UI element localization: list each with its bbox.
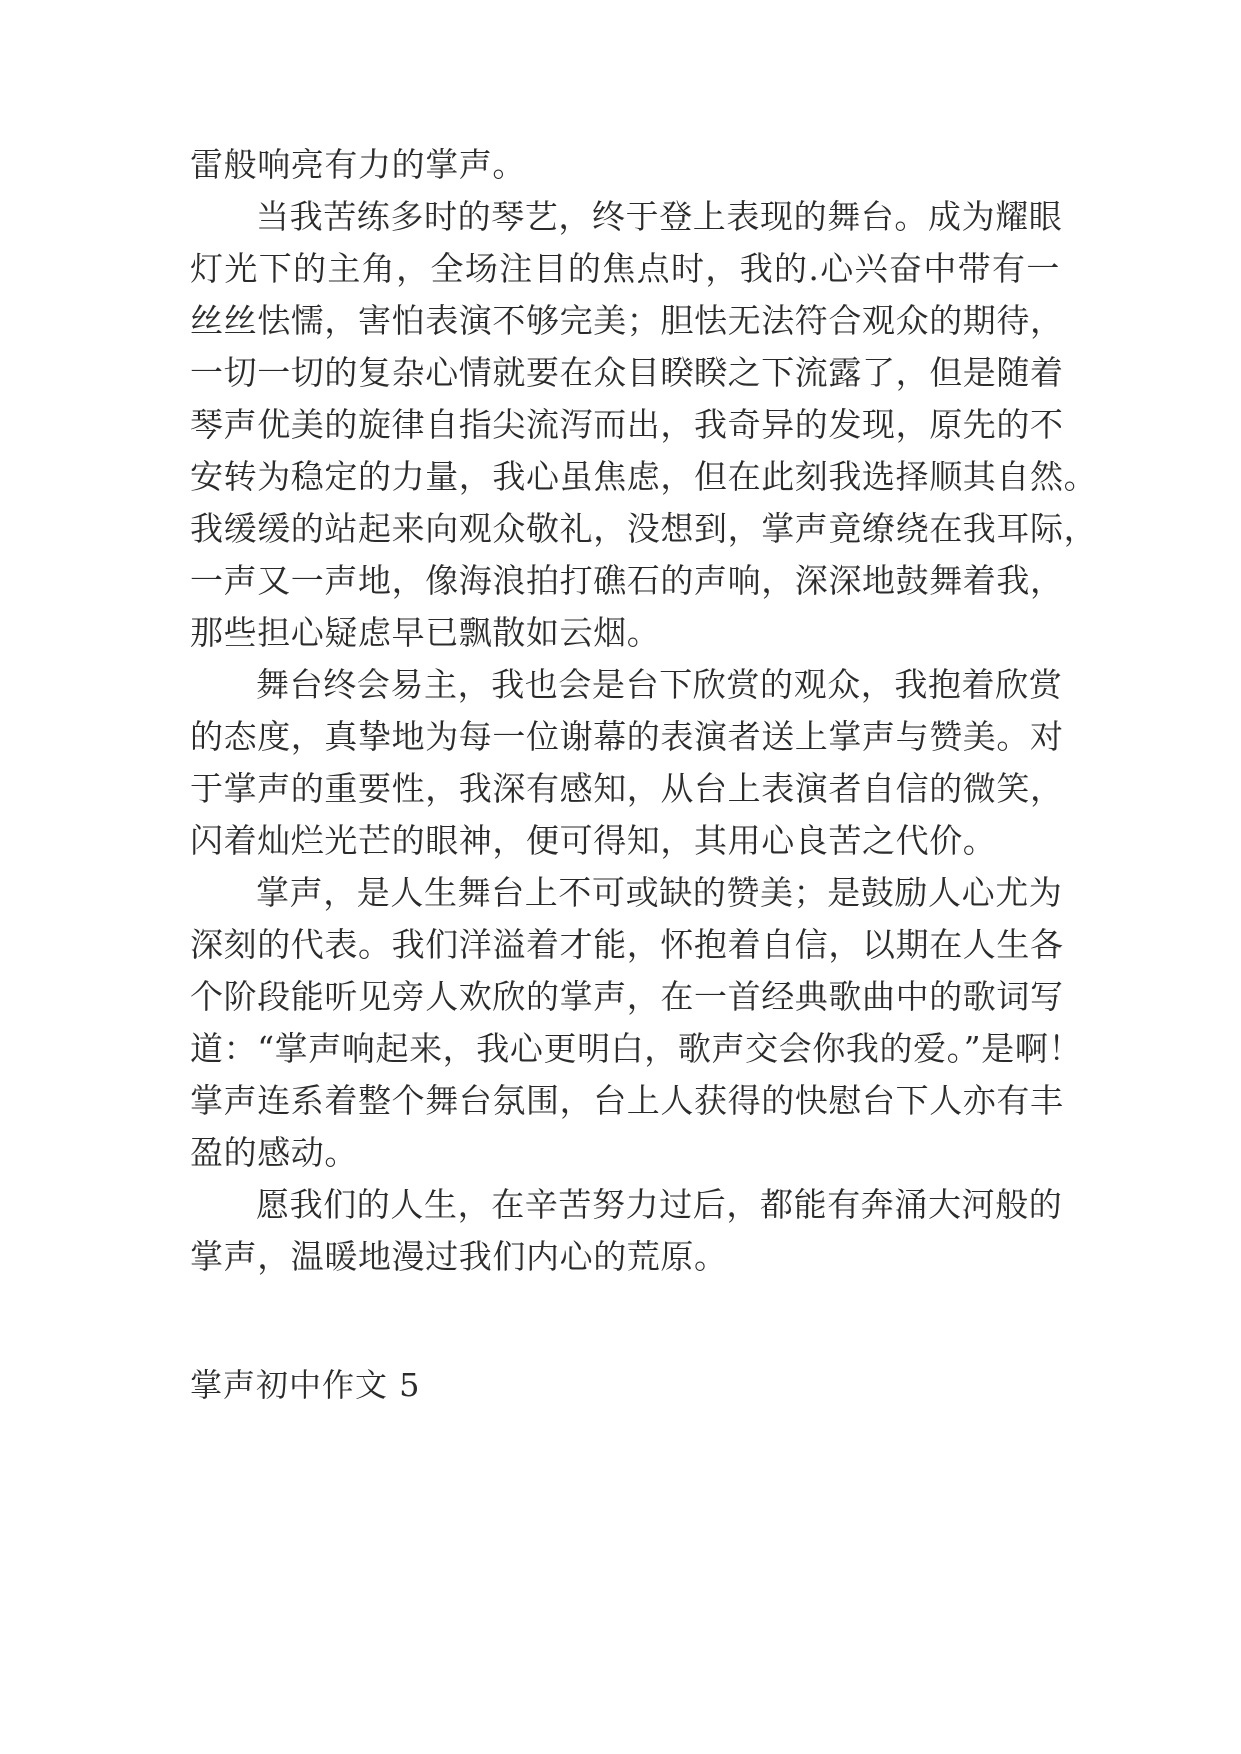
paragraph-line: 盈的感动。 bbox=[190, 1133, 358, 1172]
paragraph-line: 掌声连系着整个舞台氛围，台上人获得的快慰台下人亦有丰 bbox=[190, 1081, 1064, 1120]
paragraph-line: 的态度，真挚地为每一位谢幕的表演者送上掌声与赞美。对 bbox=[190, 717, 1064, 756]
paragraph-line: 一声又一声地，像海浪拍打礁石的声响，深深地鼓舞着我， bbox=[190, 561, 1064, 600]
paragraph-line: 愿我们的人生，在辛苦努力过后，都能有奔涌大河般的 bbox=[256, 1185, 1063, 1224]
paragraph-line: 于掌声的重要性，我深有感知，从台上表演者自信的微笑， bbox=[190, 769, 1064, 808]
paragraph-line: 我缓缓的站起来向观众敬礼，没想到，掌声竟缭绕在我耳际， bbox=[190, 509, 1098, 548]
paragraph-line: 丝丝怯懦，害怕表演不够完美；胆怯无法符合观众的期待， bbox=[190, 301, 1064, 340]
paragraph-line: 灯光下的主角，全场注目的焦点时，我的.心兴奋中带有一 bbox=[190, 249, 1060, 288]
paragraph-line: 安转为稳定的力量，我心虽焦虑，但在此刻我选择顺其自然。 bbox=[190, 457, 1098, 496]
paragraph-line: 道：“掌声响起来，我心更明白，歌声交会你我的爱。”是啊！ bbox=[190, 1029, 1083, 1068]
paragraph-line: 琴声优美的旋律自指尖流泻而出，我奇异的发现，原先的不 bbox=[190, 405, 1064, 444]
paragraph-line: 掌声，是人生舞台上不可或缺的赞美；是鼓励人心尤为 bbox=[256, 873, 1063, 912]
essay-title: 掌声初中作文 5 bbox=[190, 1366, 421, 1404]
paragraph-line: 掌声，温暖地漫过我们内心的荒原。 bbox=[190, 1237, 728, 1276]
paragraph-line: 那些担心疑虑早已飘散如云烟。 bbox=[190, 613, 661, 652]
paragraph-line: 当我苦练多时的琴艺，终于登上表现的舞台。成为耀眼 bbox=[256, 197, 1063, 236]
paragraph-line: 一切一切的复杂心情就要在众目睽睽之下流露了，但是随着 bbox=[190, 353, 1064, 392]
paragraph-line: 个阶段能听见旁人欢欣的掌声，在一首经典歌曲中的歌词写 bbox=[190, 977, 1064, 1016]
paragraph-line: 舞台终会易主，我也会是台下欣赏的观众，我抱着欣赏 bbox=[256, 665, 1063, 704]
paragraph-line: 雷般响亮有力的掌声。 bbox=[190, 145, 526, 184]
paragraph-line: 深刻的代表。我们洋溢着才能，怀抱着自信，以期在人生各 bbox=[190, 925, 1064, 964]
paragraph-line: 闪着灿烂光芒的眼神，便可得知，其用心良苦之代价。 bbox=[190, 821, 997, 860]
